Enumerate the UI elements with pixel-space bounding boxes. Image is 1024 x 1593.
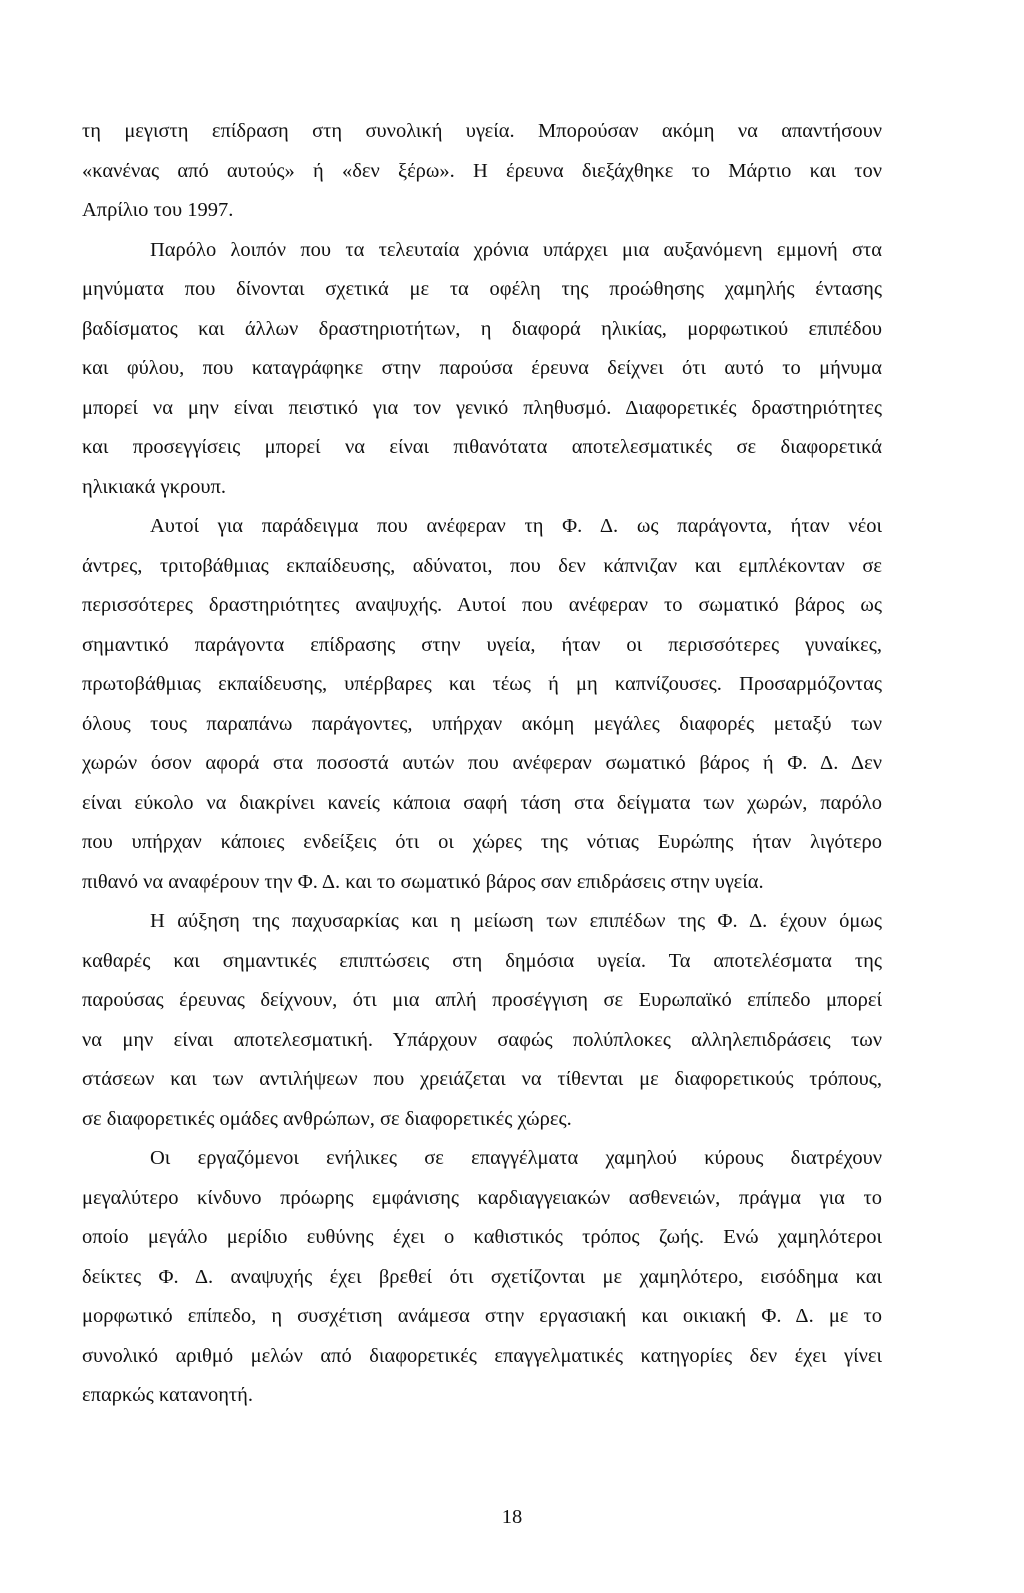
document-page (82, 112, 882, 1416)
page-number: 18 (501, 1506, 523, 1528)
text-line: όλους τους παραπάνω παράγοντες, υπήρχαν ακόμη μεγάλες διαφορές μεταξύ των (82, 712, 882, 735)
text-line: Παρόλο λοιπόν που τα τελευταία χρόνια υπάρχει μια αυξανόμενη εμμονή στα (150, 238, 882, 261)
text-line: μηνύματα που δίνονται σχετικά με τα οφέλη της προώθησης χαμηλής έντασης (82, 278, 882, 300)
text-line: που υπήρχαν κάποιες ενδείξεις ότι οι χώρες της νότιας Ευρώπης ήταν λιγότερο (82, 831, 882, 853)
text-line: είναι εύκολο να διακρίνει κανείς κάποια σαφή τάση στα δείγματα των χωρών, παρόλο (82, 791, 882, 814)
text-line: και προσεγγίσεις μπορεί να είναι πιθανότατα αποτελεσματικές σε διαφορετικά (82, 436, 882, 458)
paragraph (82, 507, 882, 902)
text-line: σε διαφορετικές ομάδες ανθρώπων, σε διαφορετικές χώρες. (82, 1107, 572, 1130)
text-line: μπορεί να μην είναι πειστικό για τον γενικό πληθυσμό. Διαφορετικές δραστηριότητες (82, 396, 882, 419)
text-line: στάσεων και των αντιλήψεων που χρειάζεται να τίθενται με διαφορετικούς τρόπους, (82, 1068, 882, 1090)
text-line: Η αύξηση της παχυσαρκίας και η μείωση των επιπέδων της Φ. Δ. έχουν όμως (150, 910, 882, 932)
text-line: πρωτοβάθμιας εκπαίδευσης, υπέρβαρες και τέως ή μη καπνίζουσες. Προσαρμόζοντας (82, 673, 882, 695)
paragraph (82, 902, 882, 1139)
text-line: Οι εργαζόμενοι ενήλικες σε επαγγέλματα χαμηλού κύρους διατρέχουν (150, 1147, 882, 1169)
text-line: χωρών όσον αφορά στα ποσοστά αυτών που ανέφεραν σωματικό βάρος ή Φ. Δ. Δεν (82, 752, 882, 774)
text-line: Αυτοί για παράδειγμα που ανέφεραν τη Φ. Δ. ως παράγοντα, ήταν νέοι (150, 515, 882, 537)
text-line: παρούσας έρευνας δείχνουν, ότι μια απλή προσέγγιση σε Ευρωπαϊκό επίπεδο μπορεί (82, 989, 882, 1011)
text-line: «κανένας από αυτούς» ή «δεν ξέρω». Η έρευνα διεξάχθηκε το Μάρτιο και τον (82, 159, 882, 182)
text-line: άντρες, τριτοβάθμιας εκπαίδευσης, αδύνατοι, που δεν κάπνιζαν και εμπλέκονταν σε (82, 554, 882, 577)
paragraph (82, 1139, 882, 1416)
text-line: συνολικό αριθμό μελών από διαφορετικές επαγγελματικές κατηγορίες δεν έχει γίνει (82, 1344, 882, 1367)
text-line: σημαντικό παράγοντα επίδρασης στην υγεία, ήταν οι περισσότερες γυναίκες, (82, 633, 882, 656)
text-line: να μην είναι αποτελεσματική. Υπάρχουν σαφώς πολύπλοκες αλληλεπιδράσεις των (82, 1028, 882, 1051)
text-line: και φύλου, που καταγράφηκε στην παρούσα έρευνα δείχνει ότι αυτό το μήνυμα (82, 357, 882, 379)
text-line: πιθανό να αναφέρουν την Φ. Δ. και το σωματικό βάρος σαν επιδράσεις στην υγεία. (82, 870, 764, 893)
text-line: τη μεγιστη επίδραση στη συνολική υγεία. Μπορούσαν ακόμη να απαντήσουν (82, 120, 882, 142)
paragraph (82, 231, 882, 508)
paragraph (82, 112, 882, 231)
text-line: οποίο μεγάλο μερίδιο ευθύνης έχει ο καθιστικός τρόπος ζωής. Ενώ χαμηλότεροι (82, 1226, 882, 1248)
text-line: επαρκώς κατανοητή. (82, 1384, 254, 1406)
text-line: καθαρές και σημαντικές επιπτώσεις στη δημόσια υγεία. Τα αποτελέσματα της (82, 949, 882, 972)
text-line: Απρίλιο του 1997. (82, 199, 234, 221)
text-line: περισσότερες δραστηριότητες αναψυχής. Αυτοί που ανέφεραν το σωματικό βάρος ως (82, 594, 882, 616)
text-line: δείκτες Φ. Δ. αναψυχής έχει βρεθεί ότι σχετίζονται με χαμηλότερο, εισόδημα και (82, 1265, 882, 1288)
text-line: βαδίσματος και άλλων δραστηριοτήτων, η διαφορά ηλικίας, μορφωτικού επιπέδου (82, 317, 882, 340)
text-line: μεγαλύτερο κίνδυνο πρόωρης εμφάνισης καρδιαγγειακών ασθενειών, πράγμα για το (82, 1186, 882, 1209)
text-line: ηλικιακά γκρουπ. (82, 475, 227, 498)
text-line: μορφωτικό επίπεδο, η συσχέτιση ανάμεσα στην εργασιακή και οικιακή Φ. Δ. με το (82, 1305, 882, 1327)
